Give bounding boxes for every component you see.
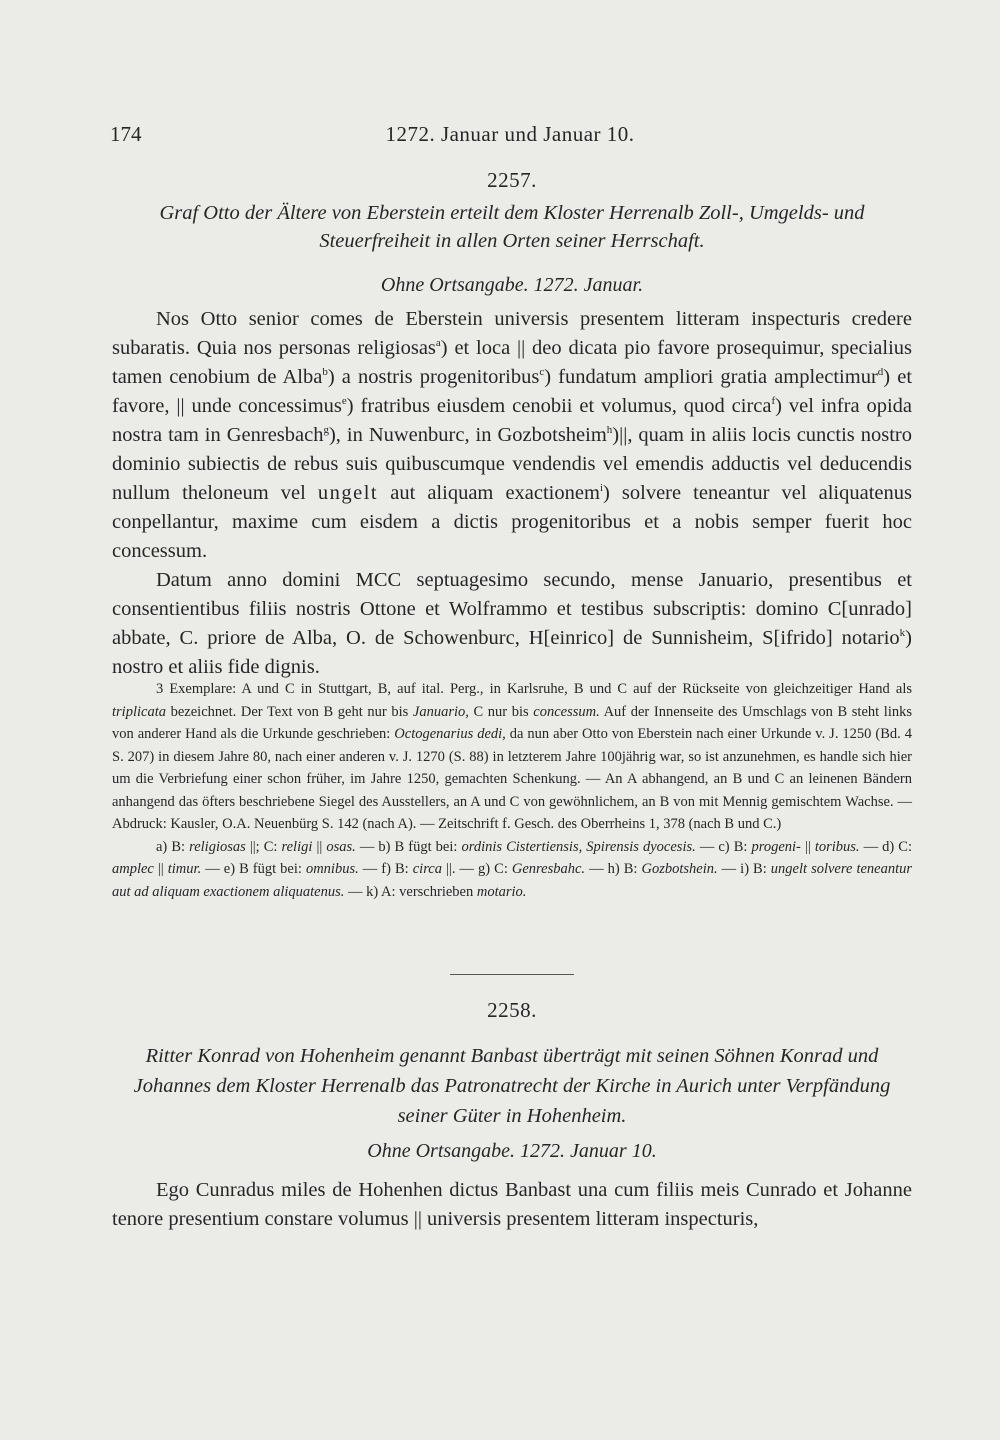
- place-date-2257: Ohne Ortsangabe. 1272. Januar.: [380, 274, 644, 296]
- text-2258-part1: Ego Cunradus miles de Hohenhen dictus Banbast una cum filiis meis Cunrado et Johanne tenore presentium constare volumus || universis presentem litteram inspecturis,: [112, 1179, 912, 1230]
- note-variants-2257: a) B: religiosas ||; C: religi || osas. — b) B fügt bei: ordinis Cistertiensis, Spirensis dyocesis. — c) B: progeni- || toribus. — d) C: amplec || timur. — e) B fügt bei: omnibus. — f) B: circa ||. — g) C: Genresbahc. — h) B: Gozbotshein. — i) B: ungelt solvere teneantur aut ad aliquam exactionem aliquatenus. — k) A: verschrieben motario.: [112, 838, 913, 900]
- notes-2257: [112, 678, 912, 903]
- page-number: 174: [110, 122, 142, 146]
- note-main-2257: 3 Exemplare: A und C in Stuttgart, B, auf ital. Perg., in Karlsruhe, B und C auf der Rückseite von gleichzeitiger Hand als triplicata bezeichnet. Der Text von B geht nur bis Januario, C nur bis concessum. Auf der Innenseite des Umschlags von B steht links von anderer Hand als die Urkunde geschrieben: Octogenarius dedi, da nun aber Otto von Eberstein nach einer Urkunde v. J. 1250 (Bd. 4 S. 207) in diesem Jahre 80, nach einer anderen v. J. 1270 (S. 88) in letzterem Jahre 100jährig war, so ist anzunehmen, es handle sich hier um die Verbriefung einer schon früher, im Jahre 1250, gemachten Schenkung. — An A abhangend, an B und C an leinenen Bändern anhangend das öfters beschriebene Siegel des Ausstellers, an A und C von gewöhnlichem, an B von mit Mennig gemischtem Wachse. — Abdruck: Kausler, O.A. Neuenbürg S. 142 (nach A). — Zeitschrift f. Gesch. des Oberrheins 1, 378 (nach B und C.): [112, 681, 912, 832]
- text-2257-part2: Datum anno domini MCC septuagesimo secundo, mense Januario, presentibus et consentientibus filiis nostris Ottone et Wolframmo et testibus subscriptis: domino C[unrado] abbate, C. priore de Alba, O. de Schowenburc, H[einrico] de Sunnisheim, S[ifrido] notario$^k$) nostro et aliis fide dignis.: [112, 569, 912, 678]
- place-date-2258: Ohne Ortsangabe. 1272. Januar 10.: [367, 1140, 657, 1162]
- running-title: 1272. Januar und Januar 10.: [385, 122, 635, 146]
- text-2258: [112, 1176, 912, 1234]
- regest-2258: Ritter Konrad von Hohenheim genannt Banbast überträgt mit seinen Söhnen Konrad und Johannes dem Kloster Herrenalb das Patronatrecht der Kirche in Aurich unter Verpfändung seiner Güter in Hohenheim.: [133, 1045, 891, 1127]
- doc-number-2258: 2258.: [487, 998, 537, 1022]
- running-head: [110, 122, 910, 152]
- doc-number-2257: 2257.: [487, 168, 537, 192]
- text-2257-part1: Nos Otto senior comes de Eberstein universis presentem litteram inspecturis credere subaratis. Quia nos personas religiosas$^a$) et loca || deo dicata pio favore prosequimur, specialius tamen cenobium de Alba$^b$) a nostris progenitoribus$^c$) fundatum ampliori gratia amplectimur$^d$) et favore, || unde concessimus$^e$) fratribus eiusdem cenobii et volumus, quod circa$^f$) vel infra opida nostra tam in Genresbach$^g$), in Nuwenburc, in Gozbotsheim$^h$)||, quam in aliis locis cunctis nostro dominio subiectis de rebus suis quibuscumque vendendis vel emendis adductis vel deducendis nullum theloneum vel ungelt aut aliquam exactionem$^i$) solvere teneantur vel aliquatenus conpellantur, maxime cum eisdem a dictis progenitoribus et a nobis semper fuerit hoc concessum.: [112, 308, 913, 562]
- section-divider: [450, 974, 574, 975]
- regest-2257: Graf Otto der Ältere von Eberstein erteilt dem Kloster Herrenalb Zoll-, Umgelds- und Steuerfreiheit in allen Orten seiner Herrschaft.: [159, 202, 865, 252]
- text-2257: [112, 305, 912, 682]
